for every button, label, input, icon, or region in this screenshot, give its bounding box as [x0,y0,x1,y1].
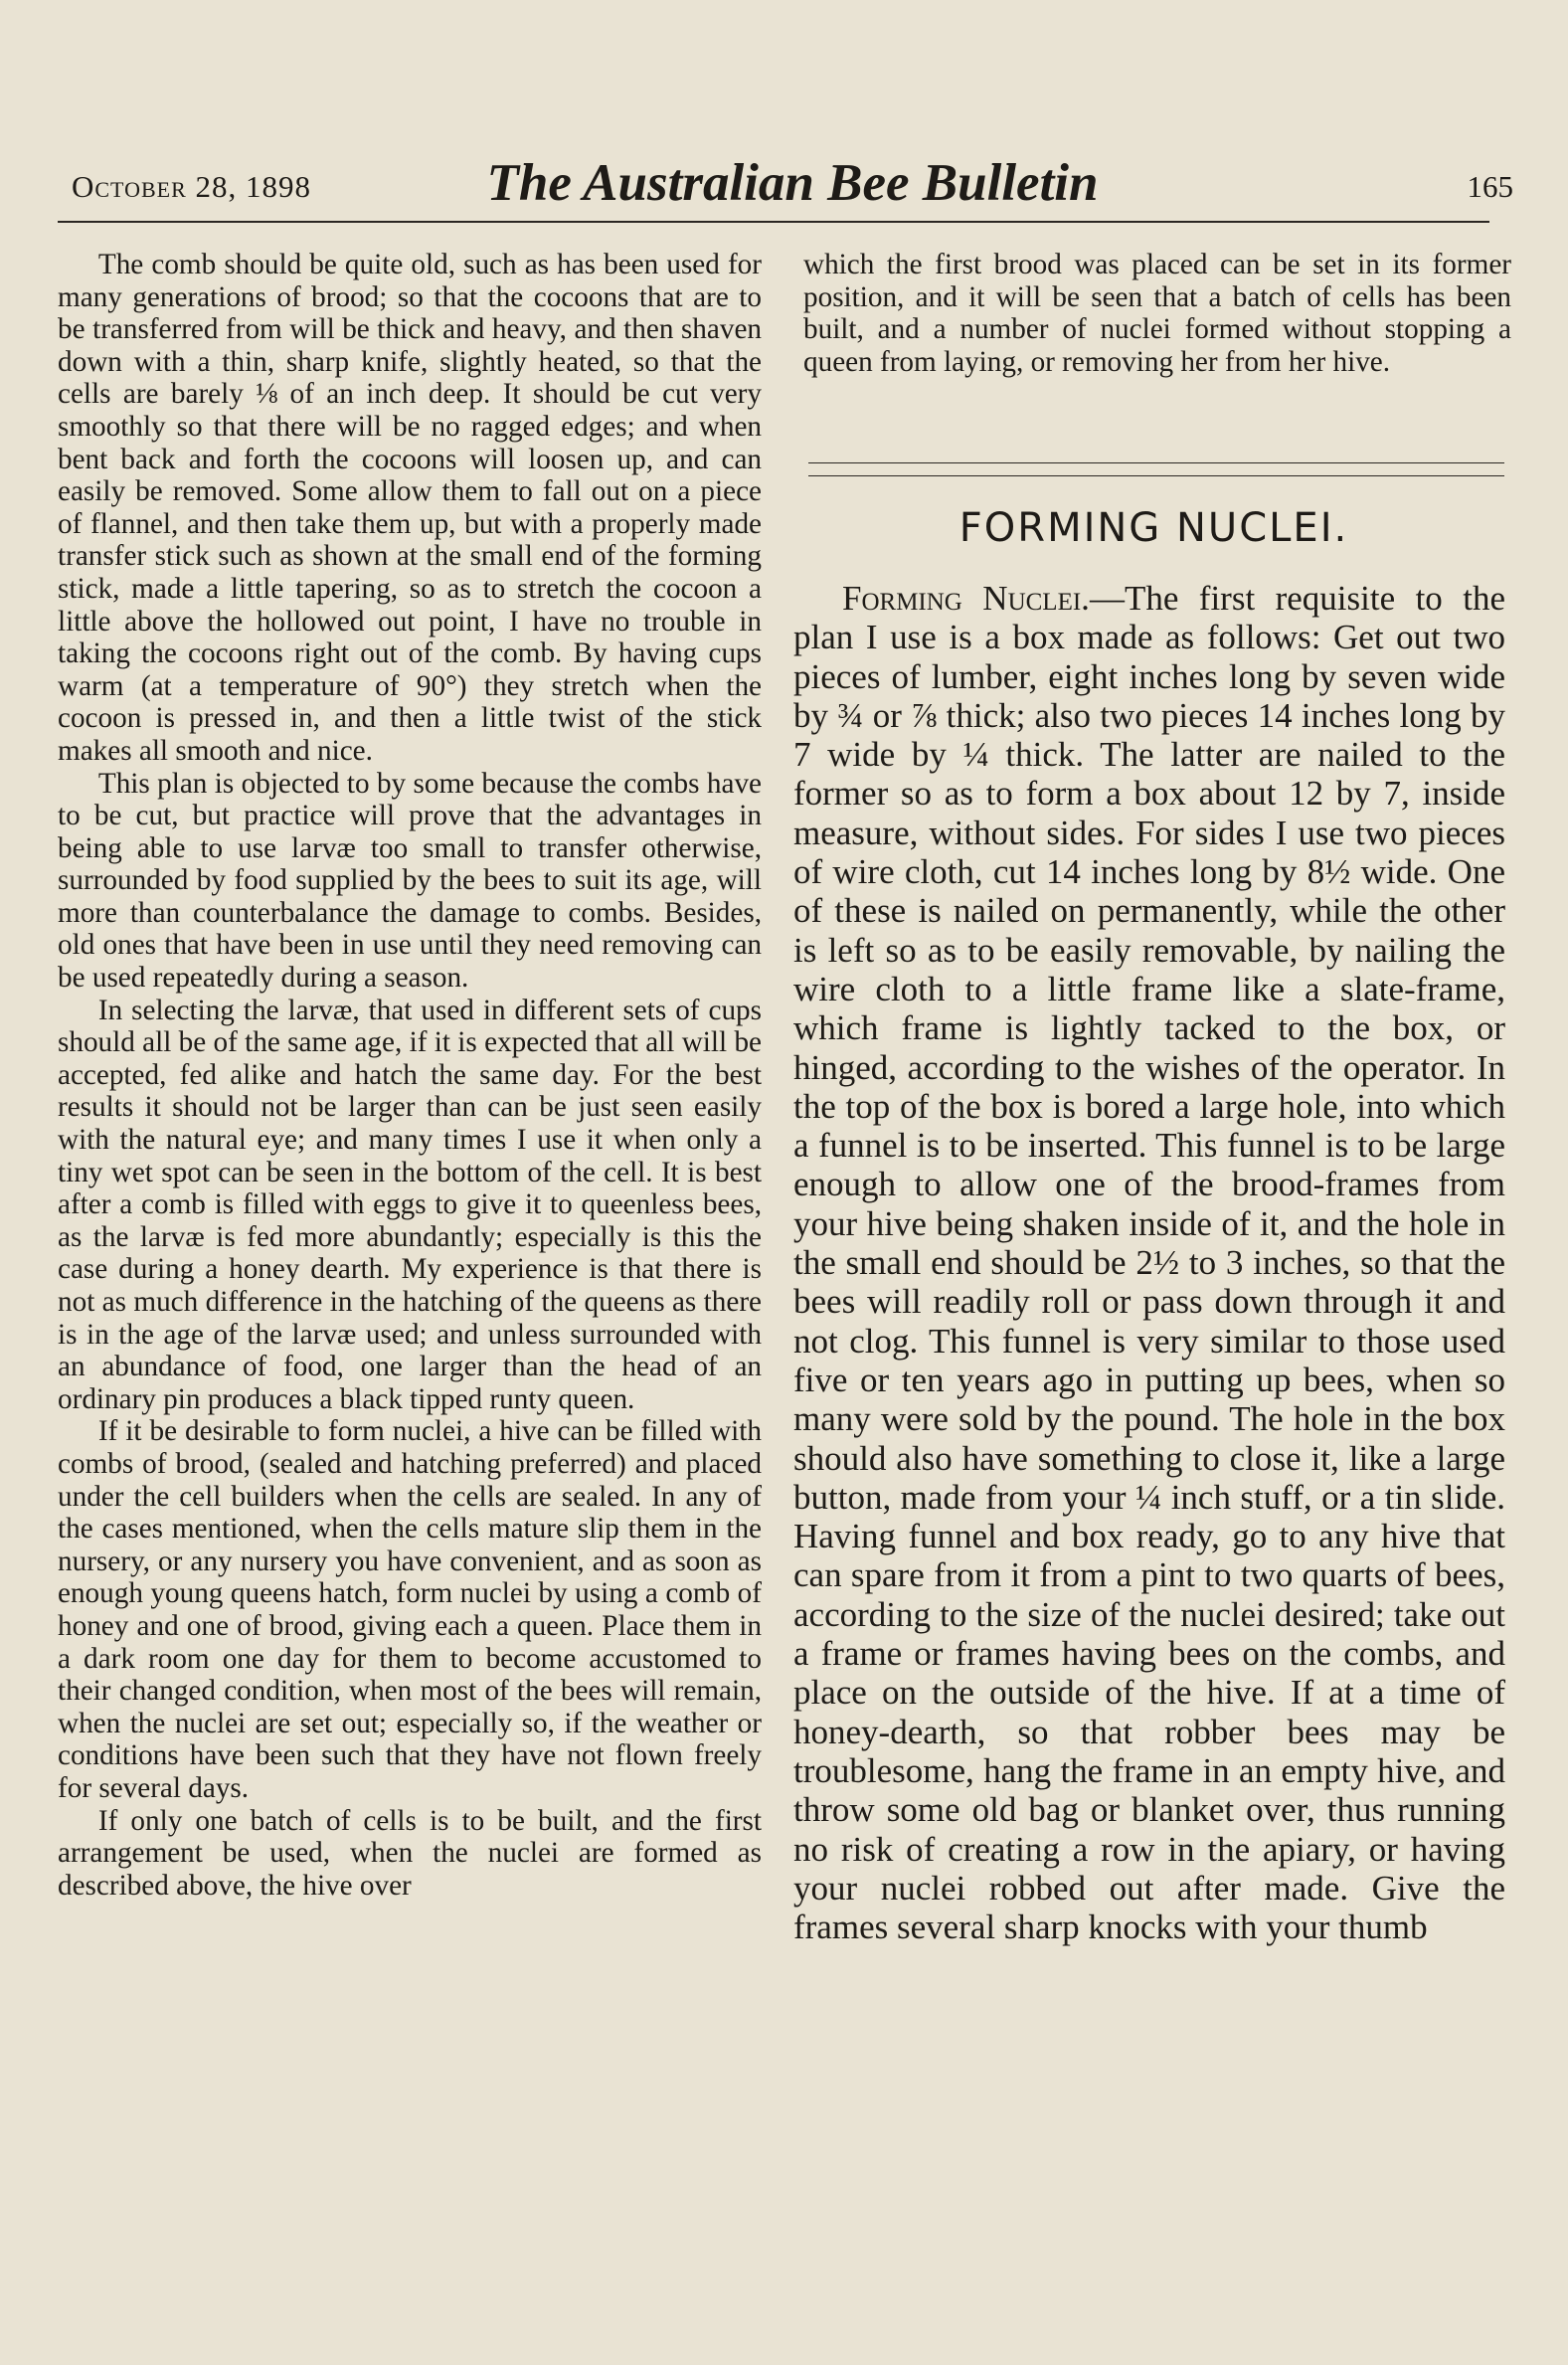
paragraph: This plan is objected to by some because the combs have to be cut, but practice will prove that the advantages in being able to use larvæ too small to transfer otherwise, surrounded by food supplied by the bees to suit its age, will more than counterbalance the damage to combs. Besides, old ones that have been in use until they need removing can be used repeatedly during a season. [58,767,762,995]
page-number: 165 [1467,169,1513,204]
header-rule [58,221,1489,223]
paragraph-text: —The first requisite to the plan I use is a box made as follows: Get out two pieces of lumber, eight inches long by seven wide by ¾ or ⅞ thick; also two pieces 14 inches long by 7 wide by ¼ thick. The latter are nailed to the former so as to form a box about 12 by 7, inside measure, without sides. For sides I use two pieces of wire cloth, cut 14 inches long by 8½ wide. One of these is nailed on permanently, while the other is left so as to be easily removable, by nailing the wire cloth to a little frame like a slate-frame, which frame is lightly tacked to the box, or hinged, according to the wishes of the operator. In the top of the box is bored a large hole, into which a funnel is to be inserted. This funnel is to be large enough to allow one of the brood-frames from your hive being shaken inside of it, and the hole in the small end should be 2½ to 3 inches, so that the bees will readily roll or pass down through it and not clog. This funnel is very similar to those used five or ten years ago in putting up bees, when so many were sold by the pound. The hole in the box should also have something to close it, like a large button, made from your ¼ inch stuff, or a tin slide. Having funnel and box ready, go to any hive that can spare from it from a pint to two quarts of bees, according to the size of the nuclei desired; take out a frame or frames having bees on the combs, and place on the outside of the hive. If at a time of honey-dearth, so that robber bees may be troublesome, hang the frame in an empty hive, and throw some old bag or blanket over, thus running no risk of creating a row in the apiary, or having your nuclei robbed out after made. Give the frames several sharp knocks with your thumb [793,579,1506,1947]
issue-date: October 28, 1898 [72,169,312,204]
page-header [72,149,1513,215]
paragraph: If only one batch of cells is to be built, and the first arrangement be used, when the nuclei are formed as described above, the hive over [58,1804,762,1902]
section-title: FORMING NUCLEI. [958,505,1349,551]
right-column-continuation [803,249,1511,378]
left-column [58,249,762,1902]
run-in-heading: Forming Nuclei. [842,579,1090,618]
publication-title: The Australian Bee Bulletin [486,154,1099,212]
section-divider-rule [808,475,1504,476]
paragraph: In selecting the larvæ, that used in different sets of cups should all be of the same age, if it is expected that all will be accepted, fed alike and hatch the same day. For the best results it should not be larger than can be just seen easily with the natural eye; and many times I use it when only a tiny wet spot can be seen in the bottom of the cell. It is best after a comb is filled with eggs to give it to queenless bees, as the larvæ is fed more abundantly; especially is this the case during a honey dearth. My experience is that there is not as much difference in the hatching of the queens as there is in the age of the larvæ used; and unless surrounded with an abundance of food, one larger than the head of an ordinary pin produces a black tipped runty queen. [58,994,762,1415]
section-divider-rule [808,462,1504,463]
paragraph: The comb should be quite old, such as has been used for many generations of brood; so that the cocoons that are to be transferred from will be thick and heavy, and then shaven down with a thin, sharp knife, slightly heated, so that the cells are barely ⅛ of an inch deep. It should be cut very smoothly so that there will be no ragged edges; and when bent back and forth the cocoons will loosen up, and can easily be removed. Some allow them to fall out on a piece of flannel, and then take them up, but with a properly made transfer stick such as shown at the small end of the forming stick, made a little tapering, so as to stretch the cocoon a little above the hollowed out point, I have no trouble in taking the cocoons right out of the comb. By having cups warm (at a temperature of 90°) they stretch when the cocoon is pressed in, and then a little twist of the stick makes all smooth and nice. [58,249,762,767]
paragraph [793,579,1505,1946]
section-body [793,579,1505,1946]
paragraph: If it be desirable to form nuclei, a hive can be filled with combs of brood, (sealed and hatching preferred) and placed under the cell builders when the cells are sealed. In any of the cases mentioned, when the cells mature slip them in the nursery, or any nursery you have convenient, and as soon as enough young queens hatch, form nuclei by using a comb of honey and one of brood, giving each a queen. Place them in a dark room one day for them to become accustomed to their changed condition, when most of the bees will remain, when the nuclei are set out; especially so, if the weather or conditions have been such that they have not flown freely for several days. [58,1415,762,1804]
paragraph: which the first brood was placed can be set in its former position, and it will be seen that a batch of cells has been built, and a number of nuclei formed without stopping a queen from laying, or removing her from her hive. [803,249,1511,378]
